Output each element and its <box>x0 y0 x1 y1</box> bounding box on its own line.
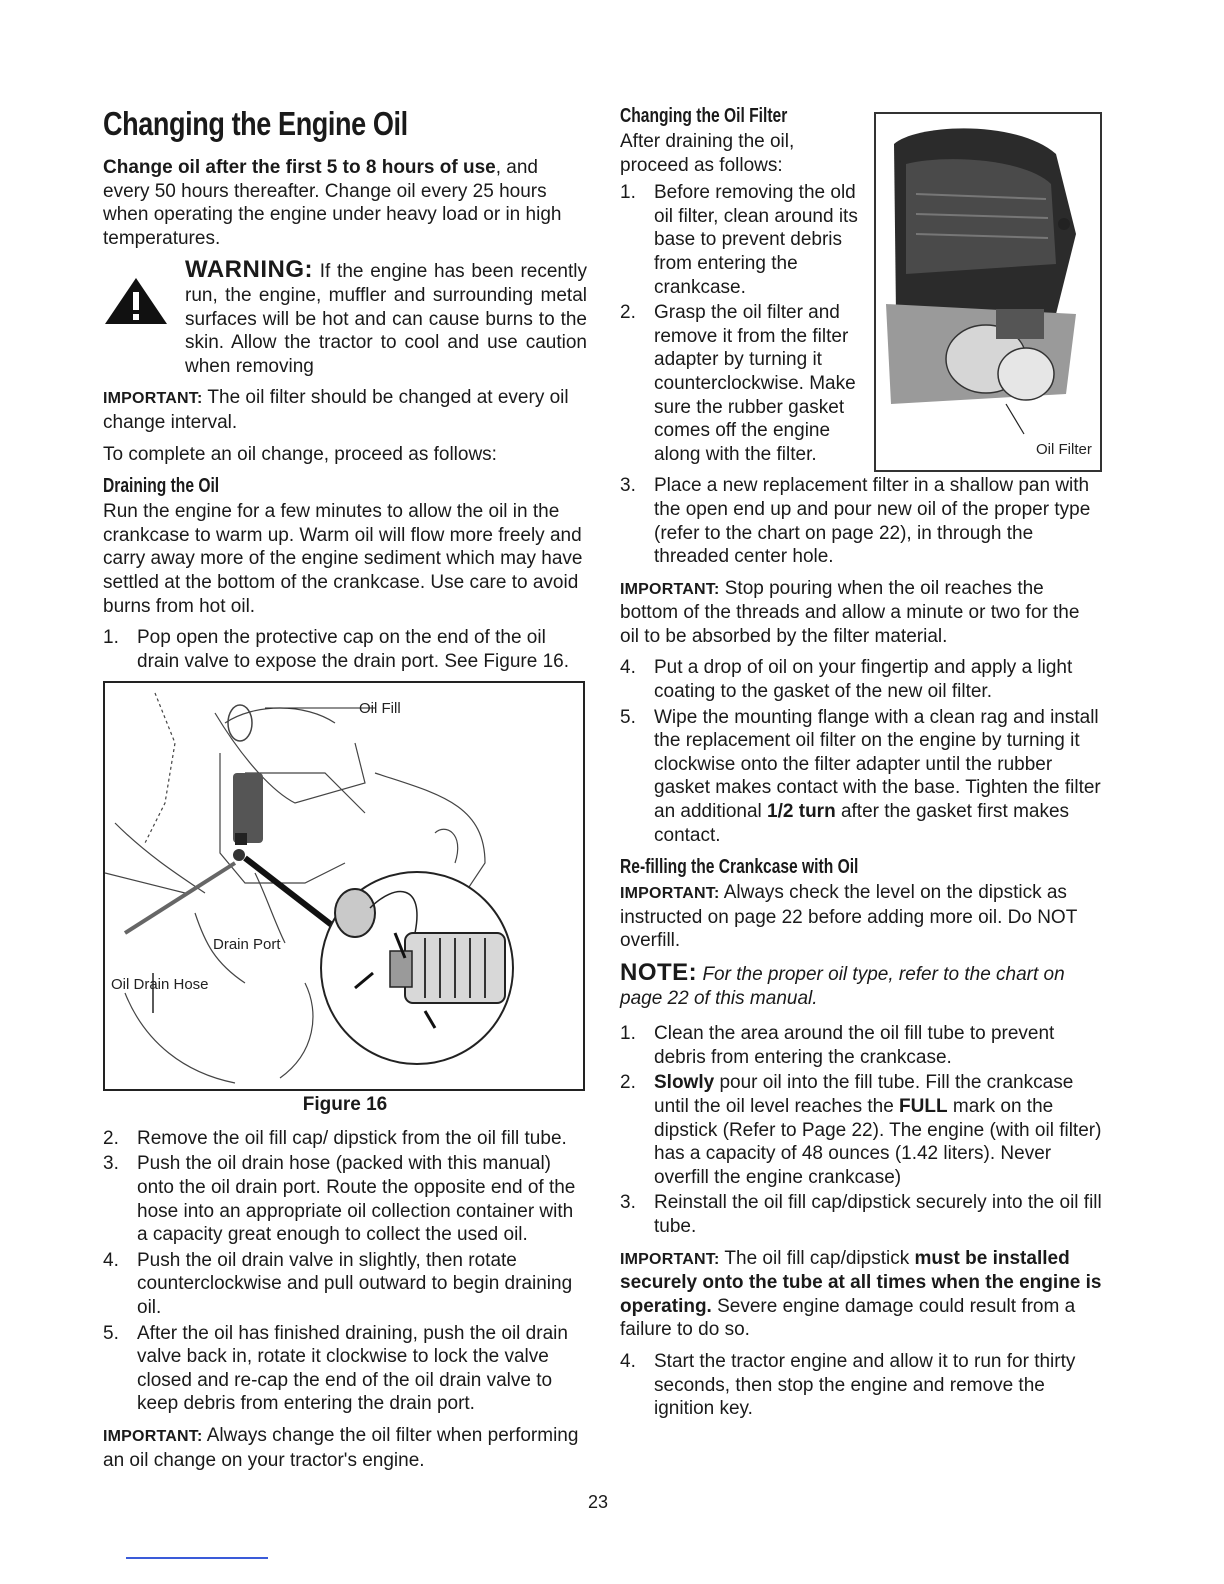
warning-label: WARNING: <box>185 256 313 284</box>
intro-paragraph <box>103 156 587 250</box>
oil-filter-photo <box>874 112 1102 472</box>
important-text: Always check the level on the dipstick as instructed on page 22 before adding more oil. Do NOT overfill. <box>620 882 1077 952</box>
list-item <box>103 1152 587 1246</box>
list-item <box>620 474 1103 568</box>
figure-16 <box>103 681 585 1091</box>
note-text: For the proper oil type, refer to the chart on page 22 of this manual. <box>620 964 1065 1009</box>
refill-heading: Re-filling the Crankcase with Oil <box>620 856 859 879</box>
list-item <box>620 301 860 466</box>
step-text: Grasp the oil filter and remove it from the filter adapter by turning it counterclockwise. Make sure the rubber gasket comes off the engine along with the filter. <box>654 302 856 465</box>
step-text: Reinstall the oil fill cap/dipstick securely into the oil fill tube. <box>654 1192 1102 1237</box>
step-number: 5. <box>620 706 636 728</box>
step-text: after the gasket first makes contact. <box>654 801 1070 846</box>
list-item <box>103 1127 587 1151</box>
important-bold: must be installed securely onto the tube at all times when the engine is operating. <box>620 1247 1102 1317</box>
engine-oil-filter-illustration <box>876 114 1100 470</box>
step-number: 2. <box>620 302 636 324</box>
step-text: Push the oil drain hose (packed with this manual) onto the oil drain port. Route the opposite end of the hose into an appropriate oil collection container with a capacity great enough to collect the used oil. <box>137 1153 576 1246</box>
step-text: pour oil into the fill tube. Fill the crankcase until the oil level reaches the <box>654 1072 1074 1117</box>
step-number: 2. <box>103 1127 119 1149</box>
draining-heading: Draining the Oil <box>103 475 220 498</box>
list-item <box>620 656 1103 703</box>
important-note-2 <box>103 1424 587 1472</box>
note-label: NOTE: <box>620 959 698 986</box>
step-text: Pop open the protective cap on the end of the oil drain valve to expose the drain port. See Figure 16. <box>137 627 569 672</box>
filter-heading: Changing the Oil Filter <box>620 105 788 127</box>
important-text: Always change the oil filter when performing an oil change on your tractor's engine. <box>103 1425 579 1471</box>
list-item <box>620 181 860 299</box>
figure-caption: Figure 16 <box>302 1094 388 1116</box>
step-text: After the oil has finished draining, push the oil drain valve back in, rotate it clockwise to lock the valve closed and re-cap the end of the oil drain valve to keep debris from entering the drain port. <box>137 1322 568 1415</box>
step-text: Clean the area around the oil fill tube to prevent debris from entering the crankcase. <box>654 1023 1055 1068</box>
step-number: 1. <box>620 1023 636 1045</box>
draining-text: Run the engine for a few minutes to allow the oil in the crankcase to warm up. Warm oil will flow more freely and carry away more of the engine sediment which may have settled at the bottom of the crankcase. Use care to avoid burns from hot oil. <box>103 501 583 617</box>
footer-rule <box>126 1557 268 1559</box>
important-label: IMPORTANT: <box>620 1250 720 1268</box>
important-note-3 <box>620 577 1103 649</box>
warning-triangle-icon <box>103 276 169 326</box>
drain-port-label: Drain Port <box>213 936 281 954</box>
important-note-5 <box>620 1247 1103 1342</box>
list-item <box>620 1071 1103 1189</box>
important-text: Stop pouring when the oil reaches the bottom of the threads and allow a minute or two for the oil to be absorbed by the filter material. <box>620 577 1080 647</box>
important-note-4 <box>620 881 1103 953</box>
drain-valve-illustration <box>105 683 583 1089</box>
step-number: 1. <box>620 182 636 204</box>
step-text: Start the tractor engine and allow it to run for thirty seconds, then stop the engine and remove the ignition key. <box>654 1350 1076 1420</box>
important-label: IMPORTANT: <box>103 390 203 408</box>
oil-drain-hose-label: Oil Drain Hose <box>111 976 209 994</box>
step-number: 3. <box>103 1153 119 1175</box>
step-text: Remove the oil fill cap/ dipstick from the oil fill tube. <box>137 1127 567 1149</box>
step-text: Put a drop of oil on your fingertip and apply a light coating to the gasket of the new oil filter. <box>654 657 1073 703</box>
important-text: The oil filter should be changed at every oil change interval. <box>103 387 569 433</box>
page-number: 23 <box>588 1492 609 1512</box>
step-bold: 1/2 turn <box>767 801 836 823</box>
list-item <box>103 626 587 673</box>
step-number: 3. <box>620 475 636 497</box>
step-number: 4. <box>103 1249 119 1271</box>
refill-step-list-2 <box>620 1350 1103 1421</box>
step-text: Before removing the old oil filter, clean around its base to prevent debris from entering the crankcase. <box>654 182 858 298</box>
list-item <box>620 1191 1103 1238</box>
draining-step-list-1 <box>103 626 587 673</box>
step-number: 4. <box>620 657 636 679</box>
step-number: 3. <box>620 1192 636 1214</box>
list-item <box>103 1322 587 1416</box>
list-item <box>620 706 1103 848</box>
list-item <box>620 1350 1103 1421</box>
list-item <box>103 1249 587 1320</box>
warning-text: If the engine has been recently run, the engine, muffler and surrounding metal surfaces will be hot and can cause burns to the skin. Allow the tractor to cool and use caution when removing <box>185 261 587 377</box>
page-title: Changing the Engine Oil <box>103 105 408 142</box>
draining-step-list-2 <box>103 1127 587 1416</box>
filter-step-list-3 <box>620 474 1103 568</box>
note-block <box>620 961 1103 1010</box>
left-column <box>103 104 587 1480</box>
proceed-text: To complete an oil change, proceed as follows: <box>103 443 497 465</box>
important-label: IMPORTANT: <box>620 580 720 598</box>
important-label: IMPORTANT: <box>103 1428 203 1445</box>
step-number: 4. <box>620 1350 636 1372</box>
oil-fill-label: Oil Fill <box>359 700 401 718</box>
warning-block <box>103 258 587 378</box>
step-text: Push the oil drain valve in slightly, then rotate counterclockwise and pull outward to begin draining oil. <box>137 1249 573 1319</box>
step-text: Place a new replacement filter in a shallow pan with the open end up and pour new oil of the proper type (refer to the chart on page 22), in through the threaded center hole. <box>654 475 1091 568</box>
intro-rest: , and every 50 hours thereafter. Change oil every 25 hours when operating the engine under heavy load or in high temperatures. <box>103 157 562 249</box>
intro-bold: Change oil after the first 5 to 8 hours of use <box>103 157 496 178</box>
step-text: Wipe the mounting flange with a clean rag and install the replacement oil filter on the engine by turning it clockwise onto the filter adapter until the rubber gasket makes contact with the base. Tighten the filter an additional <box>654 706 1101 823</box>
important-label: IMPORTANT: <box>620 885 720 903</box>
filter-step-list-narrow <box>620 181 860 466</box>
list-item <box>620 1022 1103 1069</box>
step-bold: FULL <box>899 1095 948 1117</box>
step-number: 2. <box>620 1072 636 1094</box>
important-note-1 <box>103 386 587 434</box>
filter-intro: After draining the oil, proceed as follows: <box>620 131 795 176</box>
important-text: The oil fill cap/dipstick <box>719 1247 915 1269</box>
step-number: 5. <box>103 1322 119 1344</box>
important-text: Severe engine damage could result from a failure to do so. <box>620 1295 1076 1341</box>
filter-step-list-4 <box>620 656 1103 847</box>
step-number: 1. <box>103 627 119 649</box>
oil-filter-label: Oil Filter <box>1036 441 1092 458</box>
refill-step-list-1 <box>620 1022 1103 1238</box>
step-text: mark on the dipstick (Refer to Page 22). The engine (with oil filter) has a capacity of 48 ounces (1.42 liters). Never overfill the engine crankcase) <box>654 1095 1102 1188</box>
step-bold: Slowly <box>654 1072 715 1094</box>
